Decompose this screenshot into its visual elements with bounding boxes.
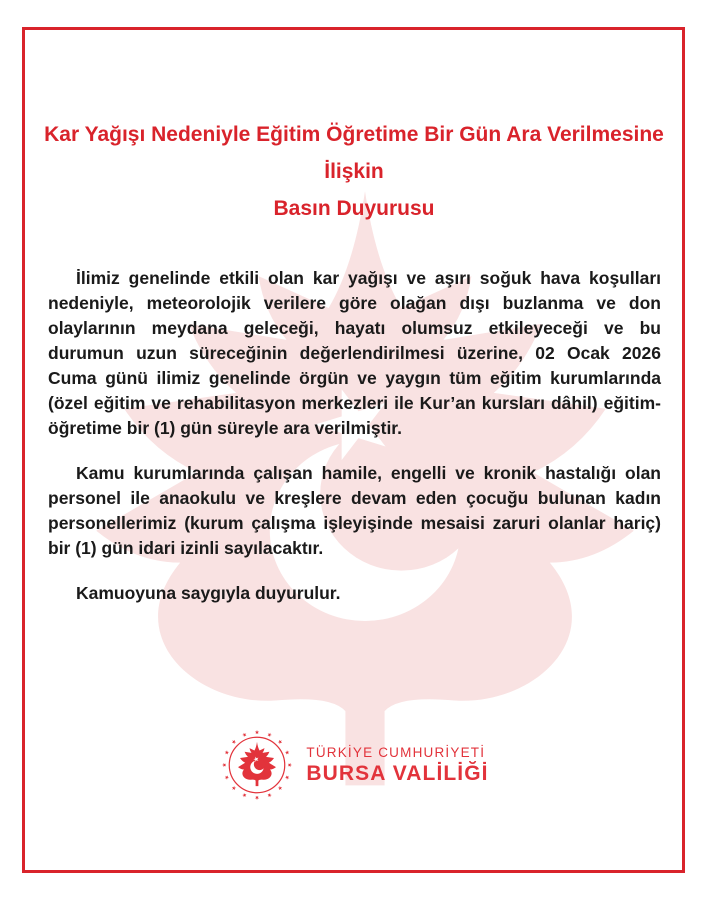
announcement-body bbox=[48, 266, 661, 626]
paragraph-admin-leave: Kamu kurumlarında çalışan hamile, engelli ve kronik hastalığı olan personel ile anaokulu ve kreşlere devam eden çocuğu bulunan kadın personellerimiz (kurum çalışma işleyişinde mesaisi zaruri olanlar hariç) bir (1) gün idari izinli sayılacaktır. bbox=[48, 463, 661, 558]
title-line-1: Kar Yağışı Nedeniyle Eğitim Öğretime Bir Gün Ara Verilmesine İlişkin bbox=[44, 123, 664, 183]
closing-line: Kamuoyuna saygıyla duyurulur. bbox=[76, 583, 341, 603]
governorate-logo bbox=[0, 727, 708, 803]
org-governorate-label: BURSA VALİLİĞİ bbox=[306, 762, 489, 785]
paragraph-snow-closure: İlimiz genelinde etkili olan kar yağışı ve aşırı soğuk hava koşulları nedeniyle, meteorolojik verilere göre olağan dışı buzlanma ve don olaylarının meydana geleceği, hayatı olumsuz etkileyeceği ve bu durumun uzun süreceğinin değerlendirilmesi üzerine, 02 Ocak 2026 Cuma günü ilimiz genelinde örgün ve yaygın tüm eğitim kurumlarında (özel eğitim ve rehabilitasyon merkezleri ile Kur’an kursları dâhil) eğitim-öğretime bir (1) gün süreyle ara verilmiştir. bbox=[48, 268, 661, 438]
org-text-block bbox=[306, 744, 488, 786]
title-line-2: Basın Duyurusu bbox=[273, 197, 435, 220]
page-title bbox=[40, 116, 668, 227]
governorate-emblem-icon bbox=[219, 727, 295, 803]
org-country-label: TÜRKİYE CUMHURİYETİ bbox=[306, 745, 486, 760]
